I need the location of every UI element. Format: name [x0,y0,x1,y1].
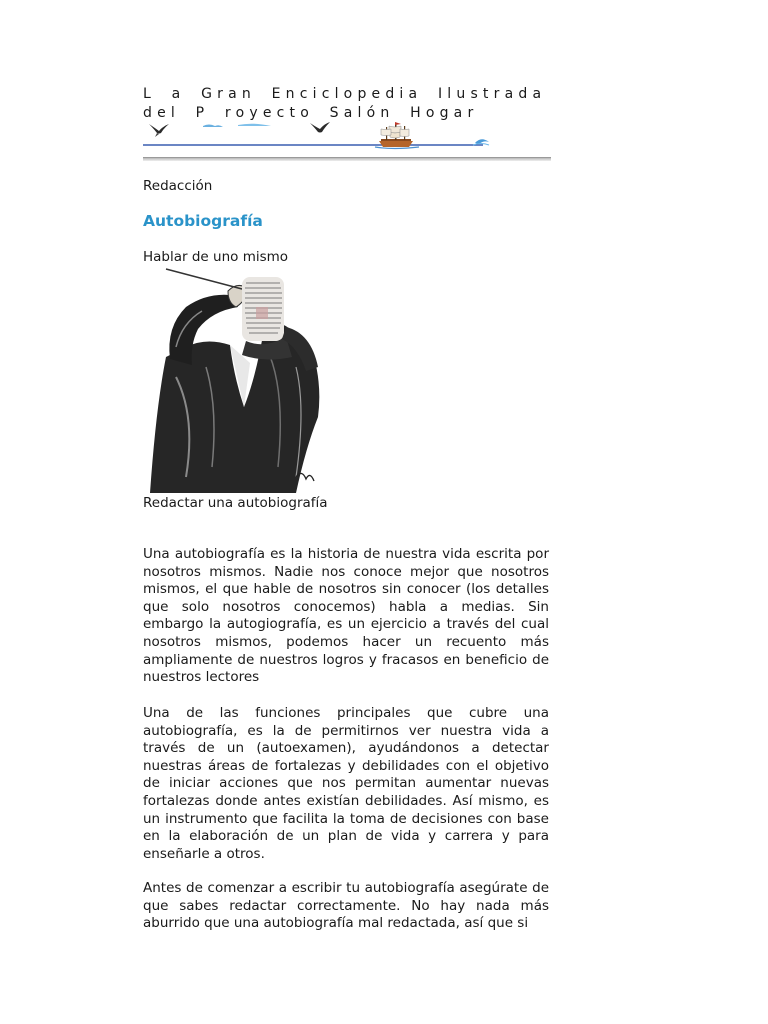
dolphin-icon [473,139,489,145]
writer-illustration [146,267,324,493]
header-divider [143,157,551,161]
site-title: L a Gran Enciclopedia Ilustrada del P royecto Salón Hogar [143,86,547,121]
wave-icon [203,124,271,127]
paragraph: Una de las funciones principales que cubre una autobiografía, es la de permitirnos ver nuestra vida a través de un (autoexamen), ayudándonos a detectar nuestras áreas de fortalezas y debilidades con el objetivo de iniciar acciones que nos permitan aumentar nuevas fortalezas donde antes existían debilidades. Así mismo, es un instrumento que facilita la toma de decisiones con base en la elaboración de un plan de vida y carrera y para enseñarle a otros. [143,705,549,862]
section-label: Redacción [143,178,213,194]
banner-graphic [143,120,553,152]
paragraph: Una autobiografía es la historia de nuestra vida escrita por nosotros mismos. Nadie nos conoce mejor que nosotros mismos, el que hable de nosotros sin conocer (los detalles que solo nosotros conocemos) habla a medias. Sin embargo la autogiografía, es un ejercicio a través del cual nosotros mismos, podemos hacer un recuento más ampliamente de nuestros logros y fracasos en beneficio de nuestros lectores [143,546,549,686]
article-title: Autobiografía [143,212,263,230]
article-subtitle: Hablar de uno mismo [143,249,289,265]
image-caption: Redactar una autobiografía [143,495,328,511]
seagull-icon [149,124,169,137]
paragraph: Antes de comenzar a escribir tu autobiografía asegúrate de que sabes redactar correctamente. No hay nada más aburrido que una autobiografía mal redactada, así que si [143,880,549,932]
seagull-icon [310,122,330,133]
